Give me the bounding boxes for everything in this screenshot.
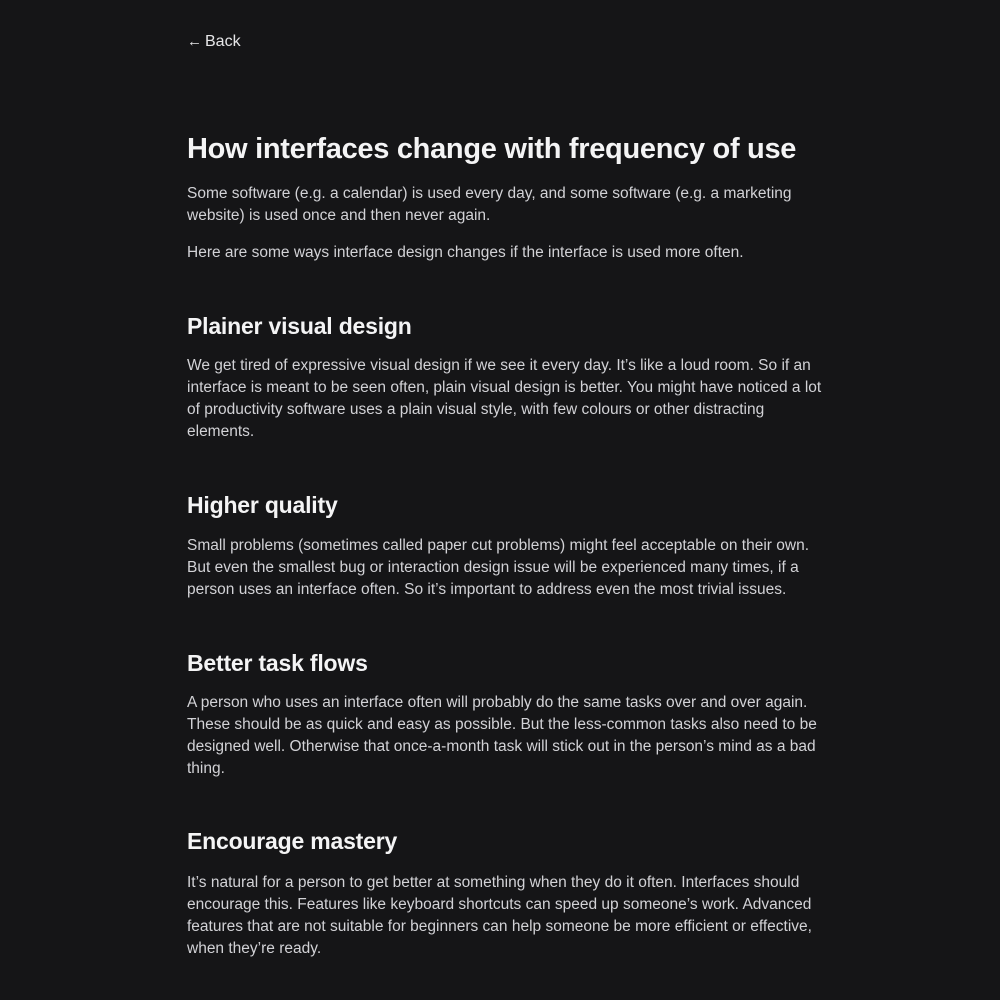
section-heading: Encourage mastery bbox=[187, 828, 398, 854]
back-label: Back bbox=[205, 33, 241, 50]
intro-paragraph: Here are some ways interface design changes if the interface is used more often. bbox=[187, 244, 744, 261]
section-heading: Plainer visual design bbox=[187, 313, 412, 339]
back-link[interactable] bbox=[187, 31, 241, 53]
section-body: It’s natural for a person to get better at something when they do it often. Interfaces should encourage this. Features like keyboard shortcuts can speed up someone’s work. Advanced features that are not suitable for beginners can help someone be more efficient or effective, when they’re ready. bbox=[187, 874, 812, 957]
section-heading: Better task flows bbox=[187, 650, 368, 676]
section-body: A person who uses an interface often will probably do the same tasks over and over again. These should be as quick and easy as possible. But the less-common tasks also need to be designed well. Otherwise that once-a-month task will stick out in the person’s mind as a bad thing. bbox=[187, 694, 817, 777]
section-body: Small problems (sometimes called paper cut problems) might feel acceptable on their own. But even the smallest bug or interaction design issue will be experienced many times, if a person uses an interface often. So it’s important to address even the most trivial issues. bbox=[187, 537, 810, 598]
intro-paragraph: Some software (e.g. a calendar) is used every day, and some software (e.g. a marketing website) is used once and then never again. bbox=[187, 185, 792, 224]
arrow-left-icon: ← bbox=[187, 33, 202, 50]
section-body: We get tired of expressive visual design if we see it every day. It’s like a loud room. So if an interface is meant to be seen often, plain visual design is better. You might have noticed a lot of productivity software uses a plain visual style, with few colours or other distracting elements. bbox=[187, 357, 822, 440]
page-title: How interfaces change with frequency of use bbox=[187, 133, 797, 165]
section-heading: Higher quality bbox=[187, 492, 338, 518]
